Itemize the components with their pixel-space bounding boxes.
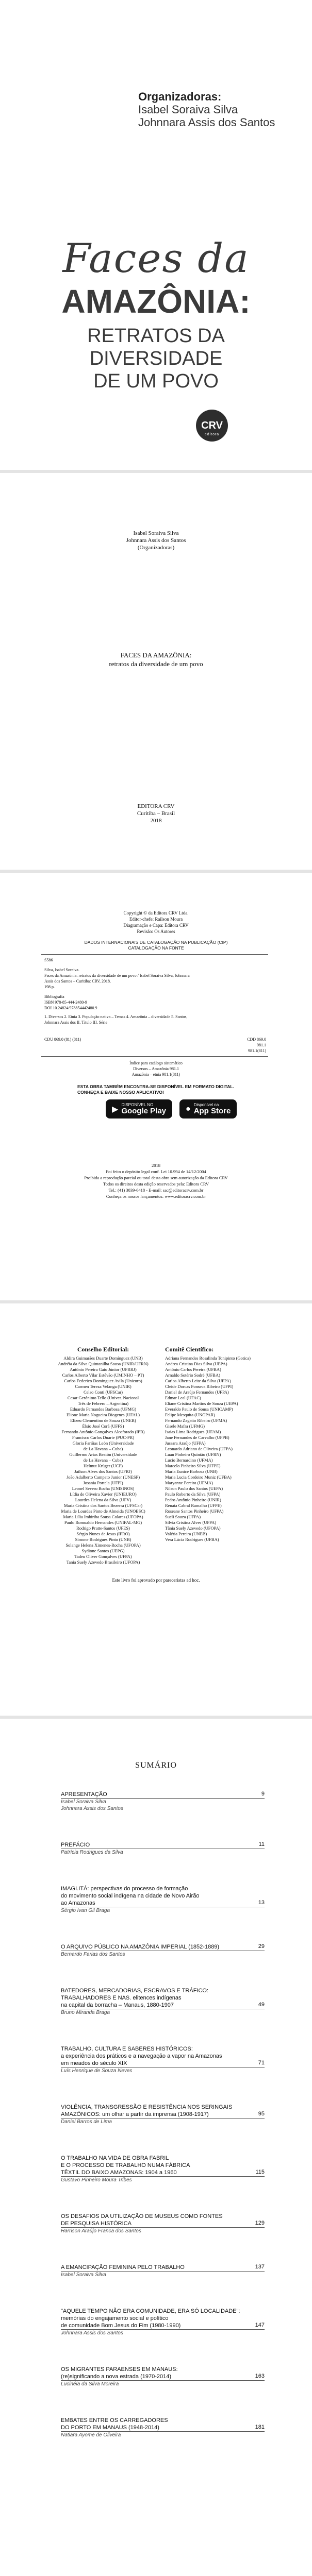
board-member: Sueli Souza (UFPA) — [165, 1514, 201, 1519]
catalog-index-item: Diversos – Amazônia 981.1 — [133, 1066, 179, 1071]
credits-page — [0, 873, 312, 1300]
board-member: Helmut Krüger (UCP) — [83, 1463, 123, 1468]
toc-entry-author: Isabel Soraiva Silva — [61, 2272, 106, 2278]
toc-entry-title: (re)significando a nova estrada (1970-2014) — [61, 2374, 172, 2380]
board-member: Fernando Antônio Gonçalves Alcoforado (IPB) — [61, 1429, 145, 1434]
credits-copyright: Copyright © da Editora CRV Ltda. — [123, 910, 189, 916]
board-member: Gisele Mafra (UFMG) — [165, 1423, 205, 1429]
play-icon: ▶ — [112, 1105, 119, 1114]
toc-entry-author: Bernardo Farias dos Santos — [61, 1952, 125, 1957]
apple-icon: ● — [186, 1104, 191, 1113]
title-org-2: Johnnara Assis dos Santos — [126, 537, 186, 544]
scientific-board-title: Comitê Científico: — [165, 1346, 214, 1353]
cip-header-1: DADOS INTERNACIONAIS DE CATALOGAÇÃO NA PUBLICAÇÃO (CIP) — [84, 940, 228, 945]
toc-entry-title: TRABALHADORES E NAS. elitences indígenas — [61, 1995, 182, 2001]
toc-entry-title: VIOLÊNCIA, TRANSGRESSÃO E RESISTÊNCIA NOS SERINGAIS — [61, 2104, 233, 2110]
toc-entry[interactable] — [61, 1885, 265, 1914]
board-member: Elizeu Clementino de Souza (UNEB) — [70, 1418, 136, 1423]
legal-line: Foi feito o depósito legal conf. Lei 10.994 de 14/12/2004 — [106, 1169, 206, 1174]
board-member: Tânia Suely Azevedo (UFOPA) — [165, 1526, 221, 1531]
toc-entry-title: E O PROCESSO DE TRABALHO NUMA FÁBRICA — [61, 2162, 190, 2168]
toc-entry[interactable] — [61, 2213, 265, 2234]
board-member: Maria de Lourdes Pinto de Almeida (UNOESC) — [61, 1509, 145, 1514]
board-member: Pedro Antônio Pinheiro (UNIR) — [165, 1497, 221, 1502]
book-subtitle: retratos da diversidade de um povo — [109, 660, 203, 668]
board-member: Renata Cabral Ramalho (UFPE) — [165, 1503, 222, 1508]
title-org-role: (Organizadoras) — [137, 545, 175, 551]
toc-entry-title: IMAGI.ITÁ: perspectivas do processo de formação — [61, 1886, 188, 1892]
toc-entry-page: 29 — [258, 1943, 265, 1950]
legal-line: Proibida a reprodução parcial ou total desta obra sem autorização da Editora CRV — [84, 1175, 228, 1180]
board-member: Lídia de Oliveira Xavier (UNIEURO) — [70, 1492, 137, 1497]
toc-entry-title: em meados do século XIX — [61, 2060, 127, 2066]
board-member: Solange Helena Ximenes-Rocha (UFOPA) — [65, 1543, 141, 1548]
peer-review-note: Este livro foi aprovado por pareceristas ad hoc. — [112, 1578, 200, 1583]
app-store-small: Disponível na — [193, 1103, 219, 1107]
board-member: Jane Fernandes de Carvalho (UFPB) — [165, 1435, 229, 1440]
board-member: Tadeu Oliver Gonçalves (UFPA) — [74, 1554, 132, 1559]
catalog-index — [0, 1060, 312, 1077]
app-store-label: App Store — [193, 1107, 231, 1115]
app-store-badge[interactable] — [179, 1099, 237, 1118]
board-member: Paulo Roberto da Silva (UFPA) — [165, 1492, 221, 1497]
app-promo-line-1: ESTA OBRA TAMBÉM ENCONTRA-SE DISPONÍVEL EM FORMATO DIGITAL. — [77, 1084, 234, 1089]
cover-subtitle-2: DIVERSIDADE — [89, 348, 223, 369]
board-member: Maria Eunice Barbosa (UNB) — [165, 1469, 218, 1474]
cover-subtitle-3: DE UM POVO — [93, 370, 219, 392]
scientific-board-list — [165, 1355, 268, 1543]
crv-logo: CRV editora — [196, 410, 228, 442]
cip-rule-top — [41, 954, 268, 955]
toc-entry-title: de comunidade Bom Jesus do Fim (1980-1990) — [61, 2323, 181, 2329]
catalog-index-title: Índice para catálogo sistemático — [129, 1061, 183, 1065]
toc-entry[interactable] — [61, 2366, 265, 2387]
toc-entry-page: 71 — [258, 2060, 265, 2066]
cip-cdd-2: 981.1 — [257, 1043, 266, 1047]
cover-subtitle-1: RETRATOS DA — [87, 325, 225, 347]
toc-entry-author: Lucinéia da Silva Moreira — [61, 2381, 119, 2387]
board-member: Leonardo Adriano de Oliveira (UFPA) — [165, 1446, 233, 1451]
title-block — [0, 651, 312, 668]
toc-entry[interactable] — [61, 2045, 265, 2074]
board-member: Celso Conti (UFSCar) — [83, 1389, 123, 1395]
board-member: Maria Lília Imbiriba Sousa Colares (UFOPA) — [63, 1514, 143, 1519]
credits-header — [0, 910, 312, 935]
board-member: Nilson Paulo dos Santos (UEPA) — [165, 1486, 223, 1491]
store-badges — [106, 1099, 237, 1118]
board-member: Valéria Pereira (UNEB) — [165, 1531, 207, 1536]
toc-entry-title: ao Amazonas — [61, 1900, 95, 1906]
toc-entry-author: Natiara Ayome de Oliveira — [61, 2432, 121, 2438]
legal-footer — [0, 1162, 312, 1199]
toc-entry-title: memórias do engajamento social e político — [61, 2315, 169, 2321]
toc-entry-author: Harrison Araújo Franca dos Santos — [61, 2228, 141, 2234]
toc-entry-page: 129 — [255, 2220, 265, 2226]
board-member: Vera Lúcia Rodrigues (UFBA) — [165, 1537, 219, 1542]
cip-line: 1. Diversos 2. Etnia 3. População nativa – Temas 4. Amazônia – diversidade 5. Santos, — [44, 1014, 188, 1019]
book-title: FACES DA AMAZÔNIA: — [120, 651, 192, 659]
board-member: Edmar Leal (UFAC) — [165, 1395, 201, 1400]
toc-entry-title: DO PORTO EM MANAUS (1948-2014) — [61, 2425, 159, 2431]
board-member: Jailson Alves dos Santos (UFRJ) — [74, 1469, 132, 1474]
board-member: Élsio José Corá (UFFS) — [82, 1423, 124, 1429]
cover-page — [0, 0, 312, 470]
cip-line: Faces da Amazônia: retratos da diversidade de um povo / Isabel Soraiva Silva, Johnnara — [44, 973, 190, 978]
toc-entry-author: Isabel Soraiva Silva — [61, 1799, 106, 1805]
board-member: Cesar Gerónimo Tello (Univer. Nacional — [67, 1395, 139, 1400]
board-member: João Adalberto Campato Junior (UNESP) — [66, 1475, 140, 1480]
board-member: Everaldo Paulo de Sousa (UNICAMP) — [165, 1406, 233, 1412]
board-member: Antônio Pereira Gaio Júnior (UFRRJ) — [70, 1367, 137, 1372]
app-promo-line-2: CONHEÇA E BAIXE NOSSO APLICATIVO! — [77, 1090, 164, 1095]
board-member: Isaias Lima Rodrigues (UFAM) — [165, 1429, 221, 1434]
publisher-block — [0, 803, 312, 824]
toc-entry-page: 137 — [255, 2264, 265, 2270]
cip-line: Bibliografia — [44, 994, 64, 999]
toc-entry[interactable] — [61, 1841, 265, 1856]
toc-entry-author: Sérgio Ivan Gil Braga — [61, 1908, 110, 1913]
cip-rule-bottom — [41, 1056, 268, 1057]
toc-entry-page: 181 — [255, 2424, 265, 2430]
google-play-badge[interactable] — [106, 1099, 172, 1118]
legal-line: Todos os direitos desta edição reservados pela: Editora CRV — [103, 1181, 209, 1187]
toc-entry-title: TÊXTIL DO BAIXO AMAZONAS: 1904 a 1960 — [61, 2170, 177, 2176]
cip-line: Assis dos Santos – Curitiba: CRV, 2018. — [44, 979, 111, 984]
toc-entry-page: 11 — [258, 1841, 265, 1848]
board-member: Guillermo Arias Beatón (Universidade — [69, 1452, 137, 1457]
toc-entry-page: 9 — [261, 1791, 265, 1797]
toc-entry-page: 13 — [258, 1900, 265, 1906]
board-member: Simone Rodrigues Pinto (UNB) — [75, 1537, 132, 1542]
toc-entry[interactable] — [61, 1791, 265, 1812]
toc-entry-title: OS MIGRANTES PARAENSES EM MANAUS: — [61, 2366, 178, 2372]
board-member: Andréia da Silva Quintanilha Sousa (UNIR/UFRN) — [58, 1361, 149, 1366]
board-member: Tania Suely Azevedo Brasileiro (UFOPA) — [66, 1560, 140, 1565]
editorial-board-title: Conselho Editorial: — [77, 1346, 129, 1353]
toc-entry-title: EMBATES ENTRE OS CARREGADORES — [61, 2417, 168, 2424]
toc-entry-author: Johnnara Assis dos Santos — [61, 1806, 123, 1811]
board-member: Carlos Federico Dominguez Avila (Unieuro) — [64, 1378, 142, 1383]
board-member: Francisco Carlos Duarte (PUC-PR) — [72, 1435, 135, 1440]
board-member: Maryanne Pereira (UFMA) — [165, 1480, 213, 1485]
board-member: Maria Cristina dos Santos Bezerra (UFSCar) — [63, 1503, 143, 1508]
cip-line: Silva, Isabel Soraiva. — [44, 968, 79, 972]
title-organizers — [0, 530, 312, 551]
board-member: Carlos Alberto Leite da Silva (UFPA) — [165, 1378, 231, 1383]
board-member: Três de Febrero – Argentina) — [77, 1401, 129, 1406]
cover-org-1: Isabel Soraiva Silva — [138, 103, 238, 116]
cip-header-2: CATALOGAÇÃO NA FONTE — [128, 945, 184, 951]
credits-editor: Editor-chefe: Railson Moura — [129, 917, 183, 922]
board-member: Marcelo Pinheiro Silva (UFPE) — [165, 1463, 221, 1468]
publisher-year: 2018 — [150, 818, 162, 824]
board-member: Arnaldo Sotério Sodré (UFBA) — [165, 1372, 220, 1378]
toc-entry-author: Luís Henrique de Souza Neves — [61, 2068, 133, 2074]
boards-page — [0, 1303, 312, 1716]
toc-page — [0, 1719, 312, 2576]
toc-entry[interactable] — [61, 1943, 265, 1958]
board-member: de La Havana – Cuba) — [83, 1458, 123, 1463]
board-member: Aldira Guimarães Duarte Domínguez (UNB) — [63, 1355, 143, 1361]
toc-entry-page: 147 — [255, 2322, 265, 2328]
toc-entry-title: a experiência dos práticos e a navegação a vapor na Amazonas — [61, 2053, 222, 2059]
board-member: Lourdes Helena da Silva (UFV) — [75, 1497, 132, 1502]
toc-entry-page: 115 — [255, 2169, 265, 2175]
board-member: Antônio Carlos Pereira (UFBA) — [165, 1367, 221, 1372]
toc-entry[interactable] — [61, 2264, 265, 2278]
publisher-city: Curitiba – Brasil — [137, 810, 175, 817]
toc-entry-author: Daniel Barros de Lima — [61, 2119, 112, 2125]
cover-org-2: Johnnara Assis dos Santos — [138, 116, 275, 129]
board-member: Sydione Santos (UEPG) — [81, 1548, 125, 1553]
google-play-label: Google Play — [121, 1107, 167, 1115]
board-member: Elione Maria Nogueira Diogenes (UFAL) — [67, 1412, 140, 1417]
toc-entry-title: OS DESAFIOS DA UTILIZAÇÃO DE MUSEUS COMO FONTES — [61, 2213, 223, 2219]
toc-entry-page: 163 — [255, 2373, 265, 2379]
board-member: Leonel Severo Rocha (UNISINOS) — [72, 1486, 135, 1491]
toc-entry-title: "AQUELE TEMPO NÃO ERA COMUNIDADE, ERA SÓ LOCALIDADE": — [61, 2308, 240, 2314]
title-page — [0, 473, 312, 870]
editorial-board — [49, 1346, 157, 1565]
cover-title-script: Faces da — [62, 235, 250, 282]
cip-code: S586 — [44, 958, 53, 962]
cip-header — [0, 940, 312, 951]
board-member: Rodrigo Pratte-Santos (UFES) — [76, 1526, 130, 1531]
toc-entry-title: do movimento social indígena na cidade de Novo Airão — [61, 1893, 200, 1899]
toc-entry-page: 95 — [258, 2111, 265, 2117]
cip-cdd-1: CDD 869.0 — [247, 1037, 266, 1042]
board-member: Felipe Mesquita (UNOPAR) — [165, 1412, 215, 1417]
legal-contact: Tel.: (41) 3039-6418 - E-mail: sac@editoracrv.com.br — [108, 1188, 204, 1193]
board-member: Cleide Dorcas Fonseca Ribeiro (UFPI) — [165, 1384, 234, 1389]
toc-entry-author: Patrícia Rodrigues da Silva — [61, 1850, 123, 1855]
toc-entry-title: APRESENTAÇÃO — [61, 1791, 107, 1798]
toc-entry-title: BATEDORES, MERCADORIAS, ESCRAVOS E TRÁFICO: — [61, 1988, 209, 1994]
board-member: Roseane Santos Pinheiro (UFPA) — [165, 1509, 224, 1514]
cover-title-main: AMAZÔNIA: — [61, 283, 251, 320]
toc-entry-title: AMAZÔNICOS: um olhar a partir da imprensa (1908-1917) — [61, 2111, 209, 2117]
toc-entry[interactable] — [61, 2417, 265, 2438]
editorial-board-list — [49, 1355, 157, 1565]
cover-org-label: Organizadoras: — [138, 90, 222, 103]
cip-record — [44, 957, 266, 1025]
board-member: Josania Portela (UFPI) — [83, 1480, 123, 1485]
toc-entry-title: A EMANCIPAÇÃO FEMININA PELO TRABALHO — [61, 2264, 185, 2270]
board-member: Eduardo Fernandes Barbosa (UFMG) — [70, 1406, 137, 1412]
toc-entry[interactable] — [61, 2104, 265, 2125]
toc-entry-author: Johnnara Assis dos Santos — [61, 2330, 123, 2336]
legal-website: Conheça os nossos lançamentos: www.editoracrv.com.br — [106, 1194, 206, 1199]
board-member: Adriana Fernandes Rosalinda Tonipinto (Gotica) — [165, 1355, 251, 1361]
board-member: Carlos Alberto Vilar Estêvão (UMINHO – PT) — [62, 1372, 144, 1378]
toc-entry-title: PREFÁCIO — [61, 1842, 90, 1848]
board-member: Daniel de Araújo Fernandes (UFPA) — [165, 1389, 229, 1395]
board-member: Carmen Tereza Velanga (UNIR) — [75, 1384, 132, 1389]
cip-class — [44, 1037, 266, 1053]
toc-entry[interactable] — [61, 2155, 265, 2183]
cip-doi: DOI 10.24824/978854442480.9 — [44, 1006, 97, 1010]
board-member: Paulo Romualdo Hernandes (UNIFAL-MG) — [64, 1520, 142, 1525]
cip-isbn: ISBN 978-85-444-2480-9 — [44, 1000, 87, 1005]
board-member: Eliane Cristina Martins de Souza (UEPA) — [165, 1401, 238, 1406]
cip-cdu: CDU 869.0 (81) (811) — [44, 1037, 81, 1042]
board-member: de La Havana – Cuba) — [83, 1446, 123, 1451]
legal-year: 2018 — [152, 1163, 160, 1168]
google-play-small: DISPONÍVEL NO — [121, 1103, 154, 1107]
board-member: Lucio Bernardino (UFMA) — [165, 1458, 213, 1463]
cip-cdd-3: 981.1(811) — [248, 1048, 266, 1053]
board-member: Andrea Cristina Dias Silva (UEPA) — [165, 1361, 227, 1366]
credits-review: Revisão: Os Autores — [137, 929, 175, 934]
toc-entry-title: DE PESQUISA HISTÓRICA — [61, 2221, 132, 2227]
toc-entry-author: Gustavo Pinheiro Moura Tribes — [61, 2177, 132, 2183]
credits-layout: Diagramação e Capa: Editora CRV — [123, 923, 189, 928]
board-member: Sérgio Nunes de Jesus (IFRO) — [76, 1531, 130, 1536]
toc-title: SUMÁRIO — [135, 1761, 177, 1770]
catalog-index-item: Amazônia – etnia 981.1(811) — [132, 1072, 180, 1077]
board-member: Sílvia Cristina Alves (UFPA) — [165, 1520, 217, 1525]
title-org-1: Isabel Soraiva Silva — [133, 530, 179, 536]
toc-entry-title: na capital da borracha – Manaus, 1880-1907 — [61, 2002, 174, 2008]
publisher-name: EDITORA CRV — [137, 803, 175, 809]
toc-entry-title: O TRABALHO NA VIDA DE OBRA FABRIL — [61, 2155, 169, 2161]
board-member: Luan Pinheiro Quintão (UFRN) — [165, 1452, 221, 1457]
toc-entry-page: 49 — [258, 2002, 265, 2008]
cip-line: 198 p. — [44, 985, 55, 989]
cip-line: Johnnara Assis dos II. Título III. Série — [44, 1020, 108, 1025]
toc-entry-author: Bruno Miranda Braga — [61, 2010, 110, 2015]
board-member: Maria Lucia Cordeiro Muniz (UFBA) — [165, 1475, 232, 1480]
toc-entry[interactable] — [61, 1987, 265, 2016]
board-member: Fernando Zagatto Ribeiro (UFMA) — [165, 1418, 227, 1423]
board-member: Jussara Araújo (UFPA) — [165, 1440, 206, 1446]
toc-entry-title: O ARQUIVO PÚBLICO NA AMAZÔNIA IMPERIAL (1852-1889) — [61, 1944, 220, 1950]
toc-entry-title: TRABALHO, CULTURA E SABERES HISTÓRICOS: — [61, 2046, 193, 2052]
cover-organizers — [138, 90, 275, 129]
board-member: Gloria Fariñas León (Universidade — [72, 1440, 134, 1446]
scientific-board — [165, 1346, 268, 1543]
app-promo — [77, 1084, 234, 1095]
toc-entry[interactable] — [61, 2308, 265, 2336]
